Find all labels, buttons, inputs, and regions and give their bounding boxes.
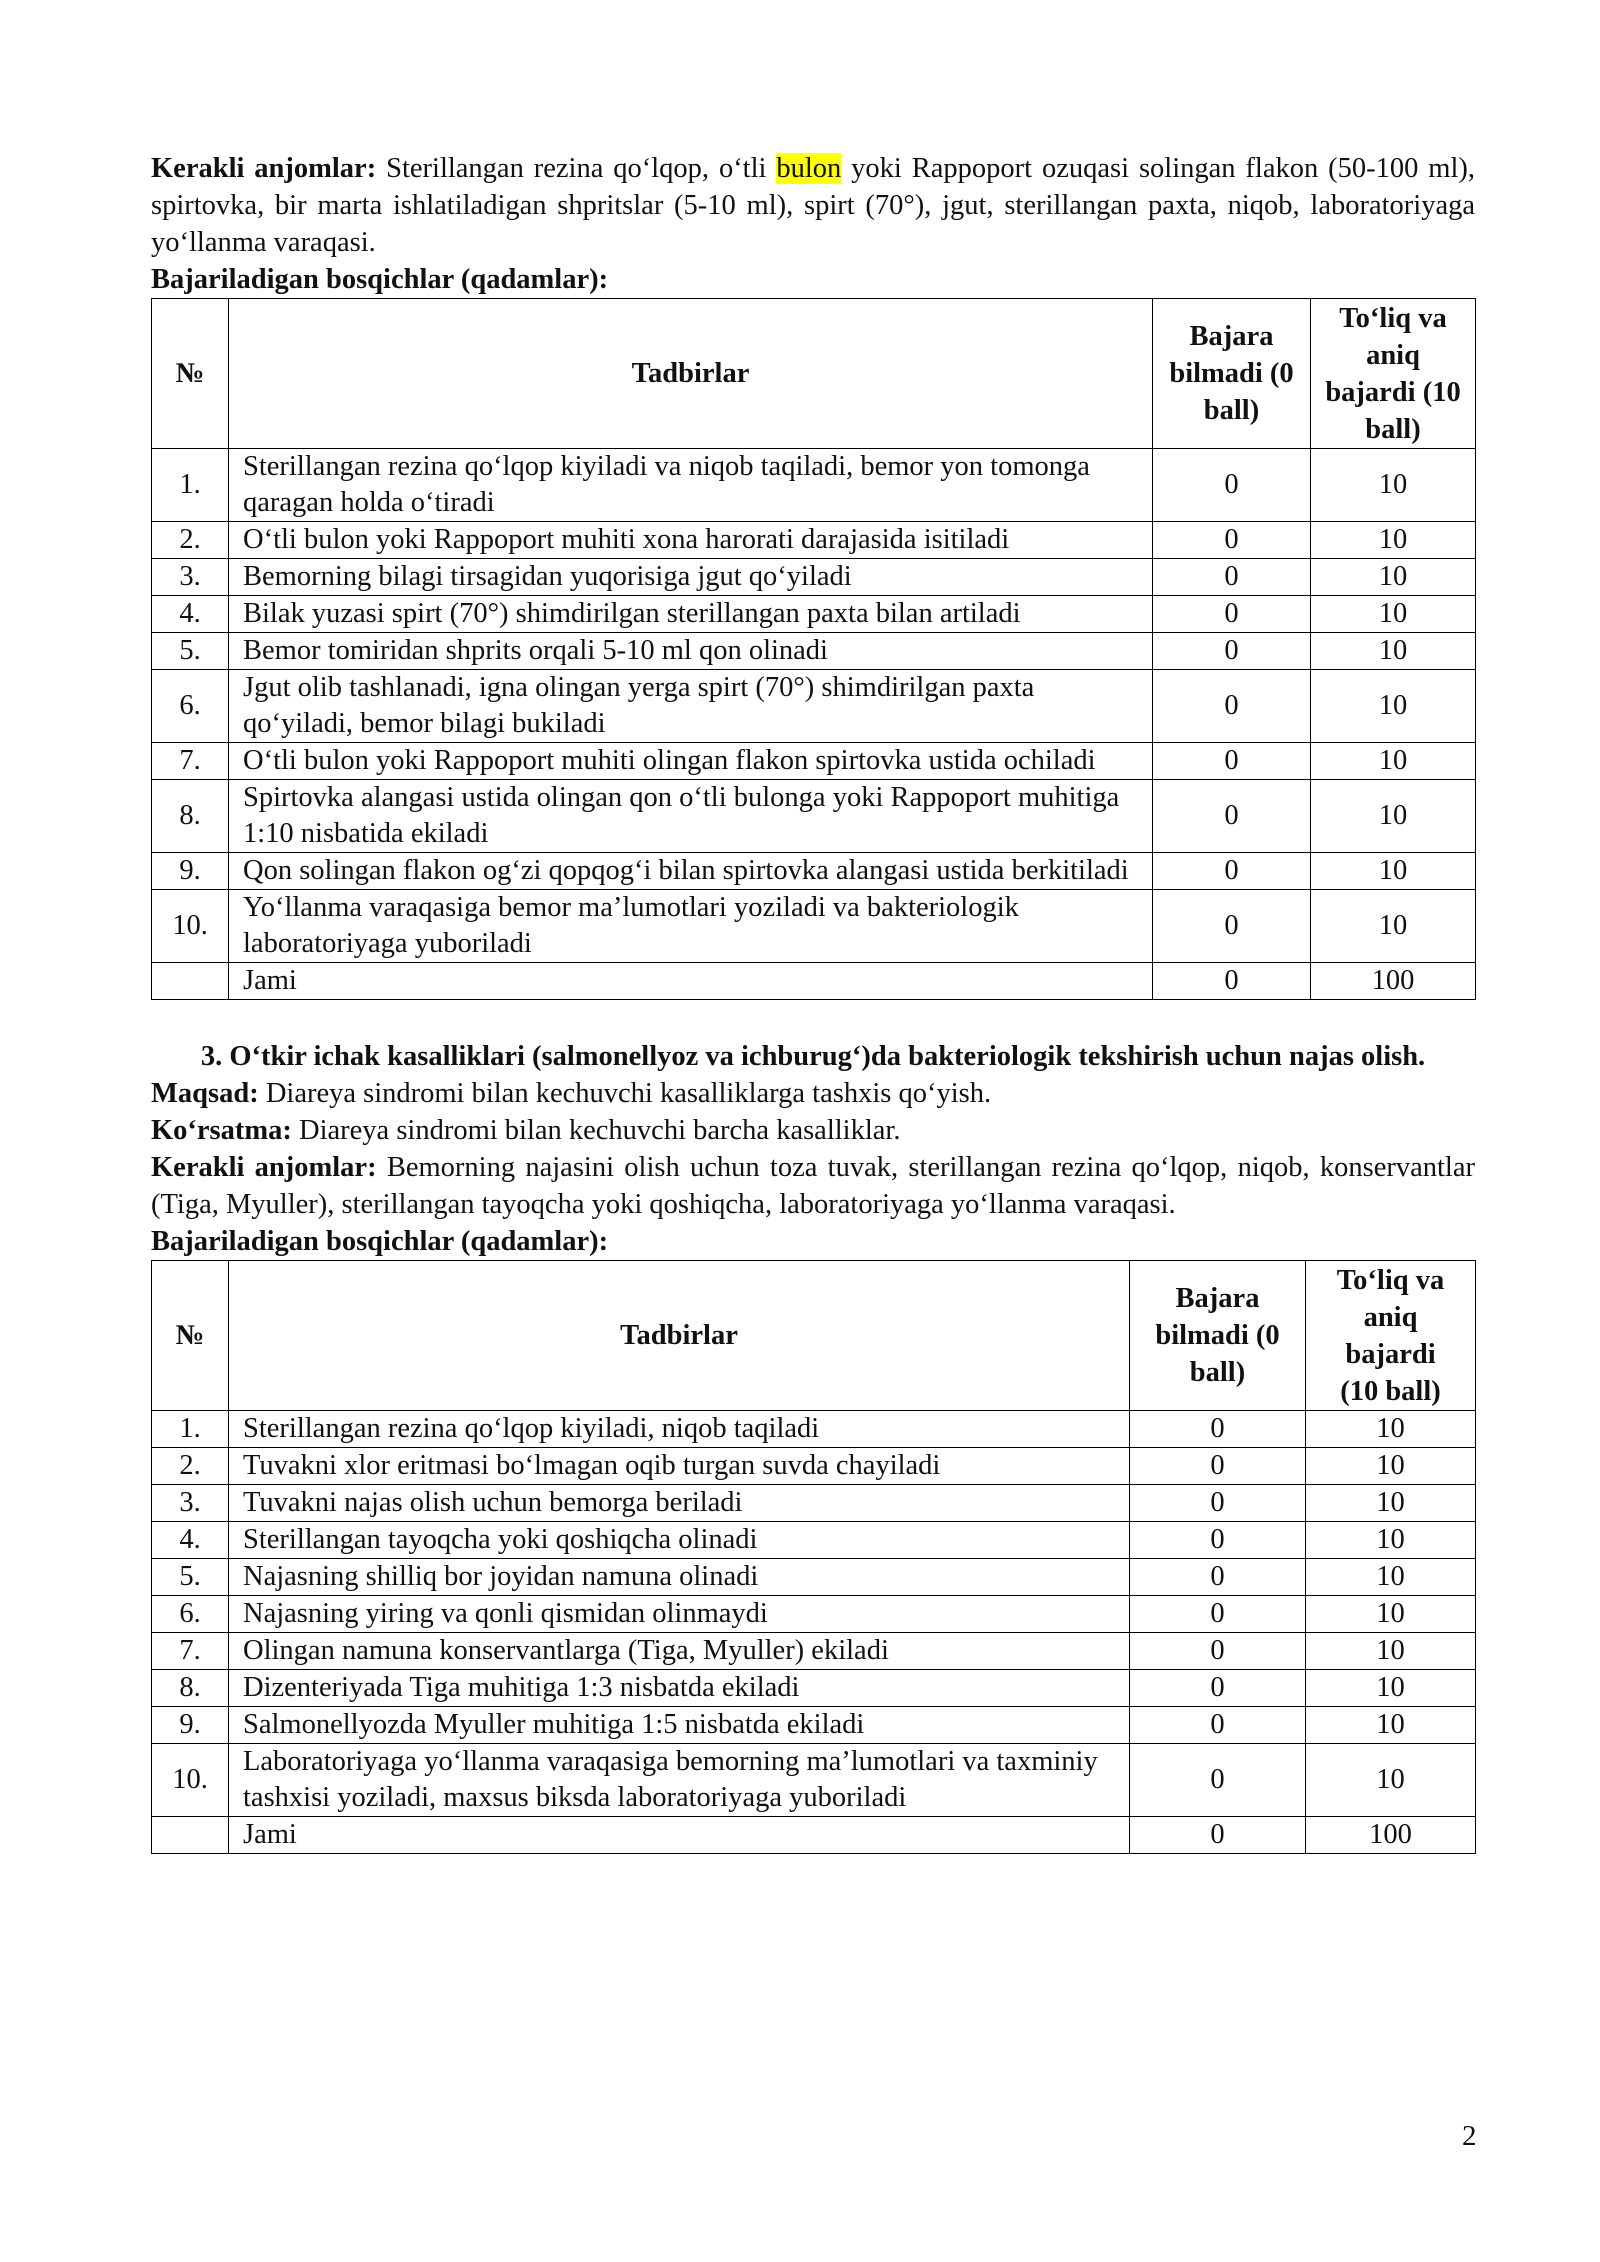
total-label: Jami <box>229 963 1153 1000</box>
table-row <box>152 1485 1476 1522</box>
row-action-text: Salmonellyozda Myuller muhitiga 1:5 nisbatda ekiladi <box>229 1707 1130 1744</box>
row-number: 7. <box>152 743 229 780</box>
section-title-3: 3. O‘tkir ichak kasalliklari (salmonellyoz va ichburug‘)da bakteriologik tekshirish uchun najas olish. <box>200 1041 1426 1072</box>
row-number: 10. <box>152 1744 229 1817</box>
steps-table-3 <box>151 1260 1476 1854</box>
table-body-3 <box>152 1411 1476 1854</box>
table-total-row <box>152 1817 1476 1854</box>
row-failed-score: 0 <box>1130 1707 1306 1744</box>
header-action: Tadbirlar <box>229 299 1153 449</box>
row-number: 3. <box>152 559 229 596</box>
row-failed-score: 0 <box>1153 743 1311 780</box>
row-action-text: O‘tli bulon yoki Rappoport muhiti olingan flakon spirtovka ustida ochiladi <box>229 743 1153 780</box>
table-row <box>152 449 1476 522</box>
total-done: 100 <box>1311 963 1476 1000</box>
table-row <box>152 670 1476 743</box>
table-row <box>152 1744 1476 1817</box>
total-empty-cell <box>152 1817 229 1854</box>
steps-heading-3: Bajariladigan bosqichlar (qadamlar): <box>151 1226 609 1257</box>
row-done-score: 10 <box>1311 780 1476 853</box>
row-failed-score: 0 <box>1153 670 1311 743</box>
row-failed-score: 0 <box>1130 1633 1306 1670</box>
row-action-text: Najasning shilliq bor joyidan namuna olinadi <box>229 1559 1130 1596</box>
row-failed-score: 0 <box>1153 596 1311 633</box>
materials-text-post: yoki Rappoport ozuqasi solingan flakon (50-100 ml), spirtovka, bir marta ishlatiladigan shpritslar (5-10 ml), spirt (70°), jgut, sterillangan paxta, niqob, laboratoriyaga yo‘llanma varaqasi. <box>151 153 1475 258</box>
row-failed-score: 0 <box>1130 1670 1306 1707</box>
row-failed-score: 0 <box>1130 1448 1306 1485</box>
goal-paragraph <box>151 1075 1475 1112</box>
indication-paragraph <box>151 1112 1475 1149</box>
table-row <box>152 1670 1476 1707</box>
row-failed-score: 0 <box>1130 1522 1306 1559</box>
row-done-score: 10 <box>1306 1559 1476 1596</box>
table-row <box>152 1596 1476 1633</box>
row-failed-score: 0 <box>1130 1744 1306 1817</box>
table-row <box>152 1707 1476 1744</box>
row-number: 10. <box>152 890 229 963</box>
document-page <box>151 150 1475 1854</box>
row-number: 8. <box>152 1670 229 1707</box>
table-header-row <box>152 299 1476 449</box>
row-number: 6. <box>152 670 229 743</box>
total-empty-cell <box>152 963 229 1000</box>
row-done-score: 10 <box>1306 1485 1476 1522</box>
row-done-score: 10 <box>1306 1633 1476 1670</box>
row-done-score: 10 <box>1311 596 1476 633</box>
row-number: 7. <box>152 1633 229 1670</box>
row-done-score: 10 <box>1311 559 1476 596</box>
row-failed-score: 0 <box>1130 1596 1306 1633</box>
materials-text-pre: Sterillangan rezina qo‘lqop, o‘tli <box>376 153 777 184</box>
row-number: 5. <box>152 633 229 670</box>
row-action-text: Dizenteriyada Tiga muhitiga 1:3 nisbatda ekiladi <box>229 1670 1130 1707</box>
header-done: To‘liq va aniq bajardi (10 ball) <box>1306 1261 1476 1411</box>
row-done-score: 10 <box>1311 670 1476 743</box>
materials-paragraph-3 <box>151 1149 1475 1223</box>
table-row <box>152 743 1476 780</box>
table-header-row <box>152 1261 1476 1411</box>
row-done-score: 10 <box>1306 1411 1476 1448</box>
row-action-text: Laboratoriyaga yo‘llanma varaqasiga bemorning ma’lumotlari va taxminiy tashxisi yoziladi, maxsus biksda laboratoriyaga yuboriladi <box>229 1744 1130 1817</box>
table-row <box>152 1411 1476 1448</box>
row-number: 5. <box>152 1559 229 1596</box>
steps-table-1 <box>151 298 1476 1000</box>
row-failed-score: 0 <box>1153 780 1311 853</box>
table-row <box>152 1448 1476 1485</box>
total-failed: 0 <box>1153 963 1311 1000</box>
row-action-text: Qon solingan flakon og‘zi qopqog‘i bilan spirtovka alangasi ustida berkitiladi <box>229 853 1153 890</box>
row-number: 3. <box>152 1485 229 1522</box>
header-failed: Bajara bilmadi (0 ball) <box>1153 299 1311 449</box>
row-failed-score: 0 <box>1153 449 1311 522</box>
header-num: № <box>152 299 229 449</box>
goal-label: Maqsad: <box>151 1078 259 1109</box>
row-done-score: 10 <box>1306 1596 1476 1633</box>
goal-text: Diareya sindromi bilan kechuvchi kasalliklarga tashxis qo‘yish. <box>258 1078 992 1109</box>
total-label: Jami <box>229 1817 1130 1854</box>
row-done-score: 10 <box>1306 1707 1476 1744</box>
indication-label: Ko‘rsatma: <box>151 1115 292 1146</box>
table-row <box>152 1559 1476 1596</box>
row-action-text: Bemorning bilagi tirsagidan yuqorisiga jgut qo‘yiladi <box>229 559 1153 596</box>
row-failed-score: 0 <box>1153 890 1311 963</box>
row-action-text: Tuvakni xlor eritmasi bo‘lmagan oqib turgan suvda chayiladi <box>229 1448 1130 1485</box>
row-failed-score: 0 <box>1153 633 1311 670</box>
row-action-text: Sterillangan rezina qo‘lqop kiyiladi, niqob taqiladi <box>229 1411 1130 1448</box>
row-failed-score: 0 <box>1130 1411 1306 1448</box>
row-done-score: 10 <box>1306 1522 1476 1559</box>
row-action-text: Olingan namuna konservantlarga (Tiga, Myuller) ekiladi <box>229 1633 1130 1670</box>
row-action-text: O‘tli bulon yoki Rappoport muhiti xona harorati darajasida isitiladi <box>229 522 1153 559</box>
row-done-score: 10 <box>1311 890 1476 963</box>
table-row <box>152 559 1476 596</box>
row-number: 8. <box>152 780 229 853</box>
row-done-score: 10 <box>1311 743 1476 780</box>
page-number: 2 <box>1462 2120 1477 2152</box>
table-row <box>152 1633 1476 1670</box>
row-number: 9. <box>152 1707 229 1744</box>
row-number: 1. <box>152 449 229 522</box>
row-done-score: 10 <box>1311 633 1476 670</box>
row-done-score: 10 <box>1311 853 1476 890</box>
materials-text-3: Bemorning najasini olish uchun toza tuvak, sterillangan rezina qo‘lqop, niqob, konservantlar (Tiga, Myuller), sterillangan tayoqcha yoki qoshiqcha, laboratoriyaga yo‘llanma varaqasi. <box>151 1152 1475 1220</box>
materials-label: Kerakli anjomlar: <box>151 153 377 184</box>
table-row <box>152 633 1476 670</box>
row-number: 6. <box>152 1596 229 1633</box>
row-number: 2. <box>152 522 229 559</box>
row-action-text: Sterillangan rezina qo‘lqop kiyiladi va niqob taqiladi, bemor yon tomonga qaragan holda o‘tiradi <box>229 449 1153 522</box>
row-action-text: Yo‘llanma varaqasiga bemor ma’lumotlari yoziladi va bakteriologik laboratoriyaga yuboriladi <box>229 890 1153 963</box>
row-number: 9. <box>152 853 229 890</box>
materials-paragraph-1 <box>151 150 1475 261</box>
row-number: 4. <box>152 596 229 633</box>
highlighted-word: bulon <box>776 153 842 184</box>
table-row <box>152 780 1476 853</box>
row-failed-score: 0 <box>1153 522 1311 559</box>
row-number: 2. <box>152 1448 229 1485</box>
header-action: Tadbirlar <box>229 1261 1130 1411</box>
row-action-text: Bilak yuzasi spirt (70°) shimdirilgan sterillangan paxta bilan artiladi <box>229 596 1153 633</box>
row-action-text: Jgut olib tashlanadi, igna olingan yerga spirt (70°) shimdirilgan paxta qo‘yiladi, bemor bilagi bukiladi <box>229 670 1153 743</box>
table-row <box>152 522 1476 559</box>
row-done-score: 10 <box>1306 1448 1476 1485</box>
table-row <box>152 596 1476 633</box>
row-done-score: 10 <box>1311 449 1476 522</box>
total-failed: 0 <box>1130 1817 1306 1854</box>
row-action-text: Najasning yiring va qonli qismidan olinmaydi <box>229 1596 1130 1633</box>
indication-text: Diareya sindromi bilan kechuvchi barcha kasalliklar. <box>291 1115 901 1146</box>
row-action-text: Spirtovka alangasi ustida olingan qon o‘tli bulonga yoki Rappoport muhitiga 1:10 nisbatida ekiladi <box>229 780 1153 853</box>
row-action-text: Sterillangan tayoqcha yoki qoshiqcha olinadi <box>229 1522 1130 1559</box>
table-row <box>152 890 1476 963</box>
materials-label-3: Kerakli anjomlar: <box>151 1152 377 1183</box>
header-failed: Bajara bilmadi (0 ball) <box>1130 1261 1306 1411</box>
header-done: To‘liq va aniq bajardi (10 ball) <box>1311 299 1476 449</box>
total-done: 100 <box>1306 1817 1476 1854</box>
row-action-text: Bemor tomiridan shprits orqali 5-10 ml qon olinadi <box>229 633 1153 670</box>
row-done-score: 10 <box>1311 522 1476 559</box>
table-row <box>152 853 1476 890</box>
row-failed-score: 0 <box>1153 853 1311 890</box>
row-failed-score: 0 <box>1130 1485 1306 1522</box>
row-action-text: Tuvakni najas olish uchun bemorga beriladi <box>229 1485 1130 1522</box>
table-row <box>152 1522 1476 1559</box>
row-failed-score: 0 <box>1153 559 1311 596</box>
row-number: 1. <box>152 1411 229 1448</box>
table-total-row <box>152 963 1476 1000</box>
row-done-score: 10 <box>1306 1670 1476 1707</box>
row-number: 4. <box>152 1522 229 1559</box>
table-body-1 <box>152 449 1476 1000</box>
header-num: № <box>152 1261 229 1411</box>
row-failed-score: 0 <box>1130 1559 1306 1596</box>
row-done-score: 10 <box>1306 1744 1476 1817</box>
steps-heading-1: Bajariladigan bosqichlar (qadamlar): <box>151 264 609 295</box>
